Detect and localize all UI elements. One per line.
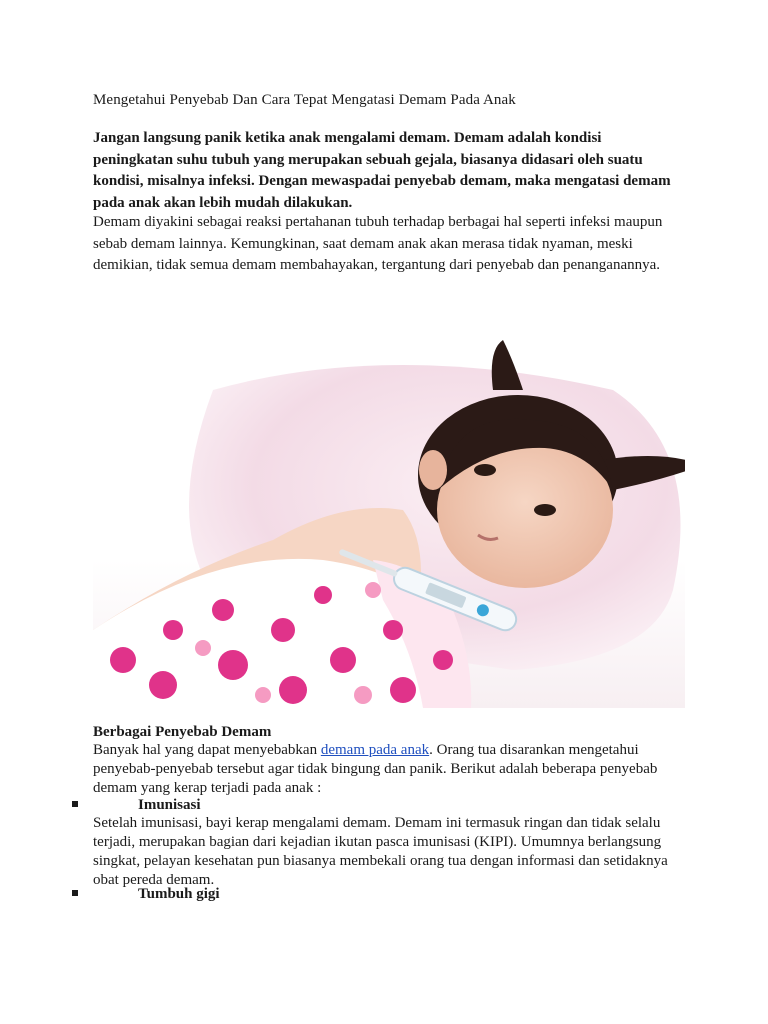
intro-paragraph: Demam diyakini sebagai reaksi pertahanan tubuh terhadap berbagai hal seperti infeksi maupun sebab demam lainnya. Kemungkinan, saat demam anak akan merasa tidak nyaman, meski demikian, tidak semua demam membahayakan, tergantung dari penyebab dan penanganannya. [93,214,663,273]
section-text-after-link: . Orang tua disarankan mengetahui penyebab-penyebab tersebut agar tidak bingung dan panik. Berikut adalah beberapa penyebab demam yang kerap terjadi pada anak : [93,742,658,796]
lead-paragraph: Jangan langsung panik ketika anak mengalami demam. Demam adalah kondisi peningkatan suhu tubuh yang merupakan sebuah gejala, biasanya didasari oleh suatu kondisi, misalnya infeksi. Dengan mewaspadai penyebab demam, maka mengatasi demam pada anak akan lebih mudah dilakukan. [93,130,671,211]
fever-in-children-link[interactable]: demam pada anak [320,742,430,758]
square-bullet-icon [72,890,78,896]
bullet-label: Imunisasi [138,797,201,813]
bullet-label: Tumbuh gigi [138,886,220,902]
square-bullet-icon [72,801,78,807]
sick-child-photo [93,330,685,708]
bullet-item-teething [72,886,220,903]
section-title: Berbagai Penyebab Demam [93,724,272,740]
bullet-item-immunization [72,797,201,814]
section-paragraph [93,741,683,798]
document-title: Mengetahui Penyebab Dan Cara Tepat Mengatasi Demam Pada Anak [93,92,516,108]
bullet-body-immunization: Setelah imunisasi, bayi kerap mengalami demam. Demam ini termasuk ringan dan tidak selalu terjadi, merupakan bagian dari kejadian ikutan pasca imunisasi (KIPI). Umumnya berlangsung singkat, pelayan kesehatan pun biasanya membekali orang tua dengan informasi dan setidaknya obat pereda demam. [93,815,668,888]
section-text-before-link: Banyak hal yang dapat menyebabkan [93,742,321,758]
